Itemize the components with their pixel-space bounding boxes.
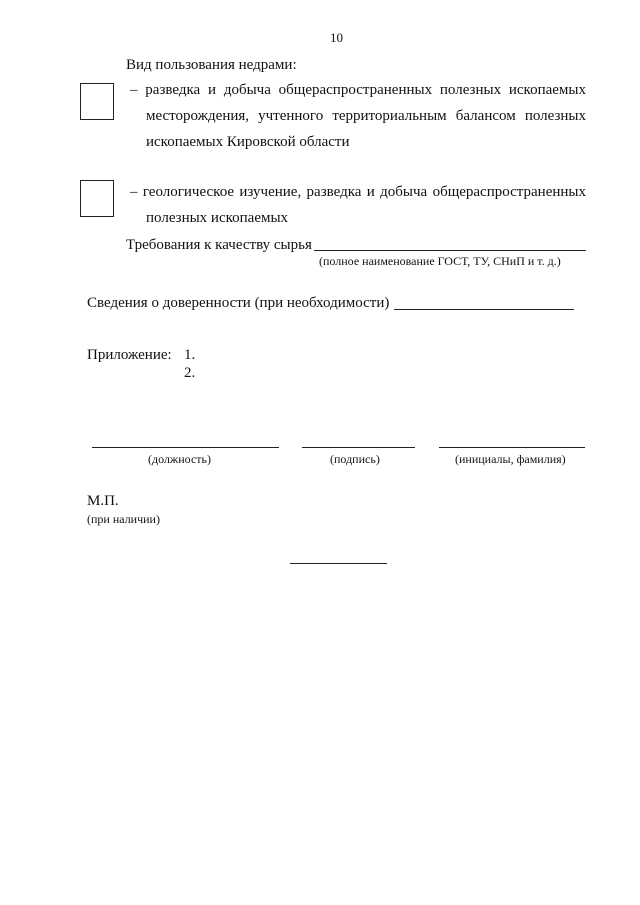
attachments-label: Приложение: xyxy=(87,347,172,363)
quality-caption: (полное наименование ГОСТ, ТУ, СНиП и т. д.) xyxy=(319,254,561,268)
signature-caption: (подпись) xyxy=(330,452,380,466)
power-of-attorney-input-line[interactable] xyxy=(394,309,574,310)
position-input-line[interactable] xyxy=(92,447,279,448)
usage-option1-checkbox[interactable] xyxy=(80,83,114,120)
name-caption: (инициалы, фамилия) xyxy=(455,452,566,466)
quality-input-line[interactable] xyxy=(314,250,586,251)
stamp-label: М.П. xyxy=(87,493,119,509)
attachment-item-1: 1. xyxy=(184,347,196,363)
signature-input-line[interactable] xyxy=(302,447,415,448)
usage-option2-line1: – геологическое изучение, разведка и добыча общераспространенных xyxy=(130,184,586,200)
stamp-note: (при наличии) xyxy=(87,512,160,526)
quality-label: Требования к качеству сырья xyxy=(126,237,312,253)
usage-option1-line1: – разведка и добыча общераспространенных полезных ископаемых xyxy=(130,82,586,98)
usage-option1-line3: ископаемых Кировской области xyxy=(146,134,350,150)
attachment-item-2: 2. xyxy=(184,365,196,381)
usage-option1-line2: месторождения, учтенного территориальным балансом полезных xyxy=(146,108,586,124)
position-caption: (должность) xyxy=(148,452,211,466)
page-number: 10 xyxy=(330,30,343,45)
usage-heading: Вид пользования недрами: xyxy=(126,57,297,73)
usage-option2-line2: полезных ископаемых xyxy=(146,210,289,226)
usage-option2-checkbox[interactable] xyxy=(80,180,114,217)
power-of-attorney-label: Сведения о доверенности (при необходимости) xyxy=(87,295,390,311)
closing-divider xyxy=(290,563,387,564)
name-input-line[interactable] xyxy=(439,447,585,448)
